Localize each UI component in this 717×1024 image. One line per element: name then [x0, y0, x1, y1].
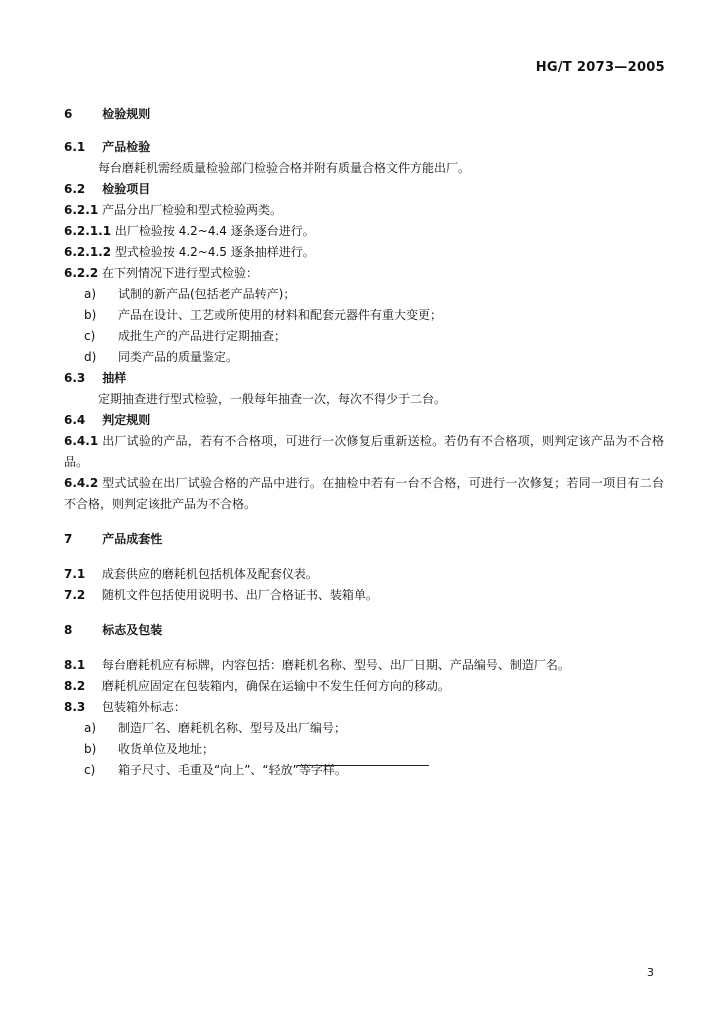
- clause-6-4-2: 6.4.2 型式试验在出厂试验合格的产品中进行。在抽检中若有一台不合格，可进行一次修复；若同一项目有二台不合格，则判定该批产品为不合格。: [64, 476, 664, 511]
- section-8-heading: 8 标志及包装: [64, 623, 163, 637]
- list-item: d) 同类产品的质量鉴定。: [84, 350, 239, 364]
- clause-6-2-1-2: 6.2.1.2 型式检验按 4.2~4.5 逐条抽样进行。: [64, 245, 315, 259]
- section-6-1-body: 每台磨耗机需经质量检验部门检验合格并附有质量合格文件方能出厂。: [98, 161, 471, 175]
- section-7-heading: 7 产品成套性: [64, 532, 163, 546]
- page-number: 3: [647, 966, 654, 979]
- section-6-1-heading: 6.1 产品检验: [64, 140, 151, 154]
- section-6-3-heading: 6.3 抽样: [64, 371, 127, 385]
- section-6-4-heading: 6.4 判定规则: [64, 413, 151, 427]
- list-item: a) 试制的新产品(包括老产品转产)；: [84, 287, 296, 301]
- clause-7-2: 7.2 随机文件包括使用说明书、出厂合格证书、装箱单。: [64, 588, 378, 602]
- clause-6-4-1: 6.4.1 出厂试验的产品，若有不合格项，可进行一次修复后重新送检。若仍有不合格项，则判定该产品为不合格品。: [64, 434, 664, 469]
- clause-7-1: 7.1 成套供应的磨耗机包括机体及配套仪表。: [64, 567, 318, 581]
- list-item: b) 收货单位及地址；: [84, 742, 215, 756]
- section-6-2-heading: 6.2 检验项目: [64, 182, 151, 196]
- list-item: b) 产品在设计、工艺或所使用的材料和配套元器件有重大变更；: [84, 308, 443, 322]
- document-body: [64, 104, 664, 781]
- section-6-3-body: 定期抽查进行型式检验，一般每年抽查一次，每次不得少于二台。: [98, 392, 447, 406]
- clause-8-2: 8.2 磨耗机应固定在包装箱内，确保在运输中不发生任何方向的移动。: [64, 679, 450, 693]
- clause-6-2-2: 6.2.2 在下列情况下进行型式检验：: [64, 266, 259, 280]
- clause-6-2-1: 6.2.1 产品分出厂检验和型式检验两类。: [64, 203, 283, 217]
- section-6-heading: 6 检验规则: [64, 107, 151, 121]
- clause-8-1: 8.1 每台磨耗机应有标牌，内容包括：磨耗机名称、型号、出厂日期、产品编号、制造厂名。: [64, 658, 570, 672]
- list-item: c) 箱子尺寸、毛重及“向上”、“轻放”等字样。: [84, 763, 347, 777]
- clause-6-2-1-1: 6.2.1.1 出厂检验按 4.2~4.4 逐条逐台进行。: [64, 224, 315, 238]
- end-rule: [297, 765, 429, 766]
- standard-number: HG/T 2073—2005: [535, 60, 665, 75]
- list-item: a) 制造厂名、磨耗机名称、型号及出厂编号；: [84, 721, 347, 735]
- list-item: c) 成批生产的产品进行定期抽查；: [84, 329, 287, 343]
- clause-8-3: 8.3 包装箱外标志：: [64, 700, 186, 714]
